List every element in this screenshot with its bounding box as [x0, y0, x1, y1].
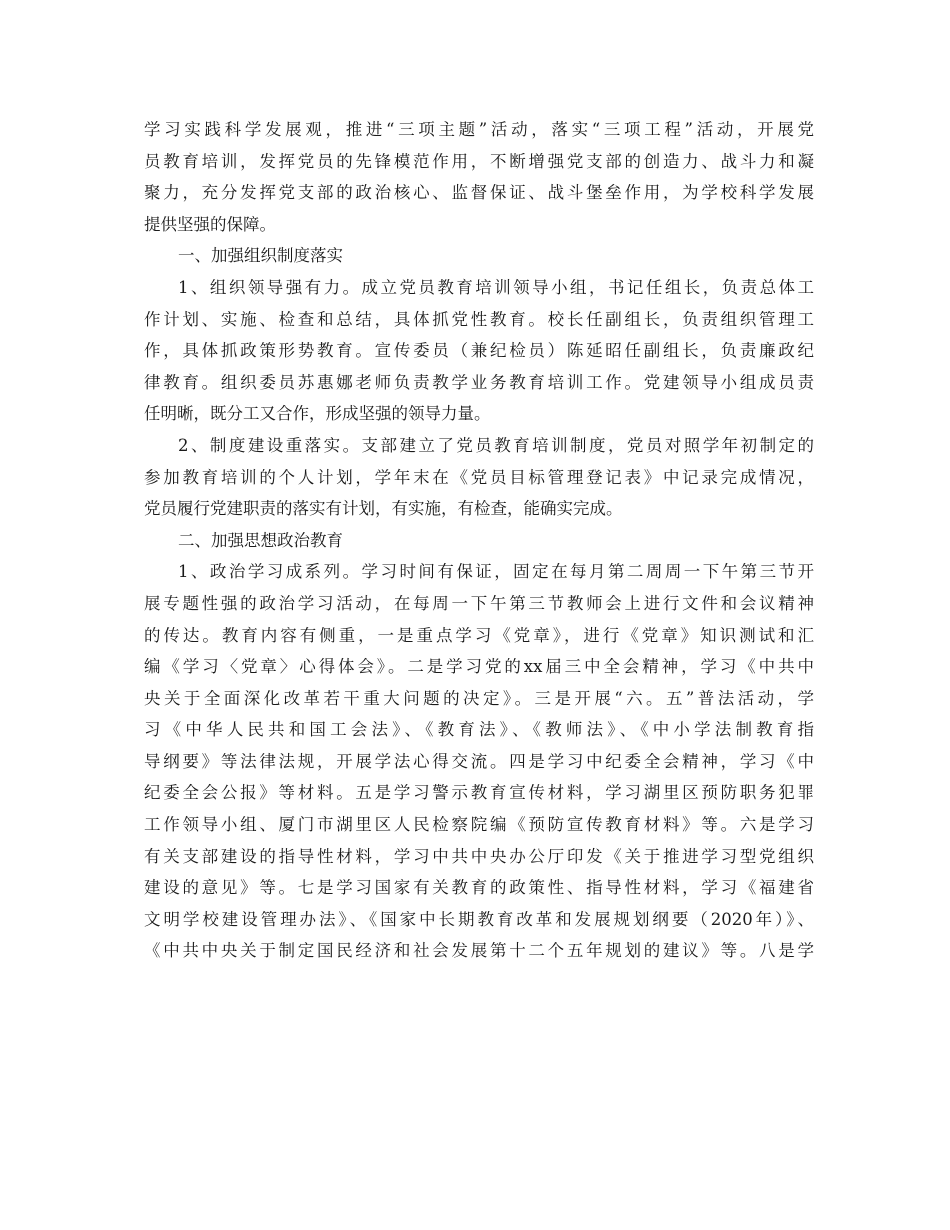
text-line: 纪委全会公报》等材料。五是学习警示教育宣传材料，学习湖里区预防职务犯罪 [144, 783, 814, 803]
text-line: 作，具体抓政策形势教育。宣传委员（兼纪检员）陈延昭任副组长，负责廉政纪 [144, 341, 814, 361]
text-line: 习《中华人民共和国工会法》、《教育法》、《教师法》、《中小学法制教育指 [144, 720, 814, 740]
text-line: 员教育培训，发挥党员的先锋模范作用，不断增强党支部的创造力、战斗力和凝 [144, 151, 814, 171]
text-line: 2、制度建设重落实。支部建立了党员教育培训制度，党员对照学年初制定的 [178, 435, 814, 455]
text-line: 的传达。教育内容有侧重，一是重点学习《党章》，进行《党章》知识测试和汇 [144, 625, 814, 645]
text-line: 建设的意见》等。七是学习国家有关教育的政策性、指导性材料，学习《福建省 [144, 878, 814, 898]
text-line: 《中共中央关于制定国民经济和社会发展第十二个五年规划的建议》等。八是学 [144, 941, 814, 961]
text-line: 编《学习〈党章〉心得体会》。二是学习党的xx届三中全会精神，学习《中共中 [144, 657, 814, 677]
text-line: 作计划、实施、检查和总结，具体抓党性教育。校长任副组长，负责组织管理工 [144, 309, 814, 329]
text-line: 学习实践科学发展观，推进“三项主题”活动，落实“三项工程”活动，开展党 [144, 120, 814, 139]
text-line: 一、加强组织制度落实 [178, 246, 343, 266]
text-line: 提供坚强的保障。 [144, 214, 276, 234]
text-line: 工作领导小组、厦门市湖里区人民检察院编《预防宣传教育材料》等。六是学习 [144, 815, 814, 835]
text-line: 有关支部建设的指导性材料，学习中共中央办公厅印发《关于推进学习型党组织 [144, 846, 814, 866]
text-line: 展专题性强的政治学习活动，在每周一下午第三节教师会上进行文件和会议精神 [144, 593, 814, 613]
text-line: 党员履行党建职责的落实有计划，有实施，有检查，能确实完成。 [144, 499, 623, 519]
text-line: 二、加强思想政治教育 [178, 530, 343, 550]
text-line: 1、组织领导强有力。成立党员教育培训领导小组，书记任组长，负责总体工 [178, 277, 814, 297]
text-line: 参加教育培训的个人计划，学年末在《党员目标管理登记表》中记录完成情况， [144, 467, 814, 487]
text-line: 1、政治学习成系列。学习时间有保证，固定在每月第二周周一下午第三节开 [178, 562, 814, 582]
text-line: 聚力，充分发挥党支部的政治核心、监督保证、战斗堡垒作用，为学校科学发展 [144, 183, 814, 203]
text-line: 任明晰，既分工又合作，形成坚强的领导力量。 [144, 404, 491, 424]
text-line: 文明学校建设管理办法》、《国家中长期教育改革和发展规划纲要（2020年）》、 [144, 909, 814, 929]
text-line: 导纲要》等法律法规，开展学法心得交流。四是学习中纪委全会精神，学习《中 [144, 751, 814, 771]
body-text [144, 114, 814, 967]
text-line: 央关于全面深化改革若干重大问题的决定》。三是开展“六。五”普法活动，学 [144, 688, 814, 708]
text-line: 律教育。组织委员苏惠娜老师负责教学业务教育培训工作。党建领导小组成员责 [144, 372, 814, 392]
